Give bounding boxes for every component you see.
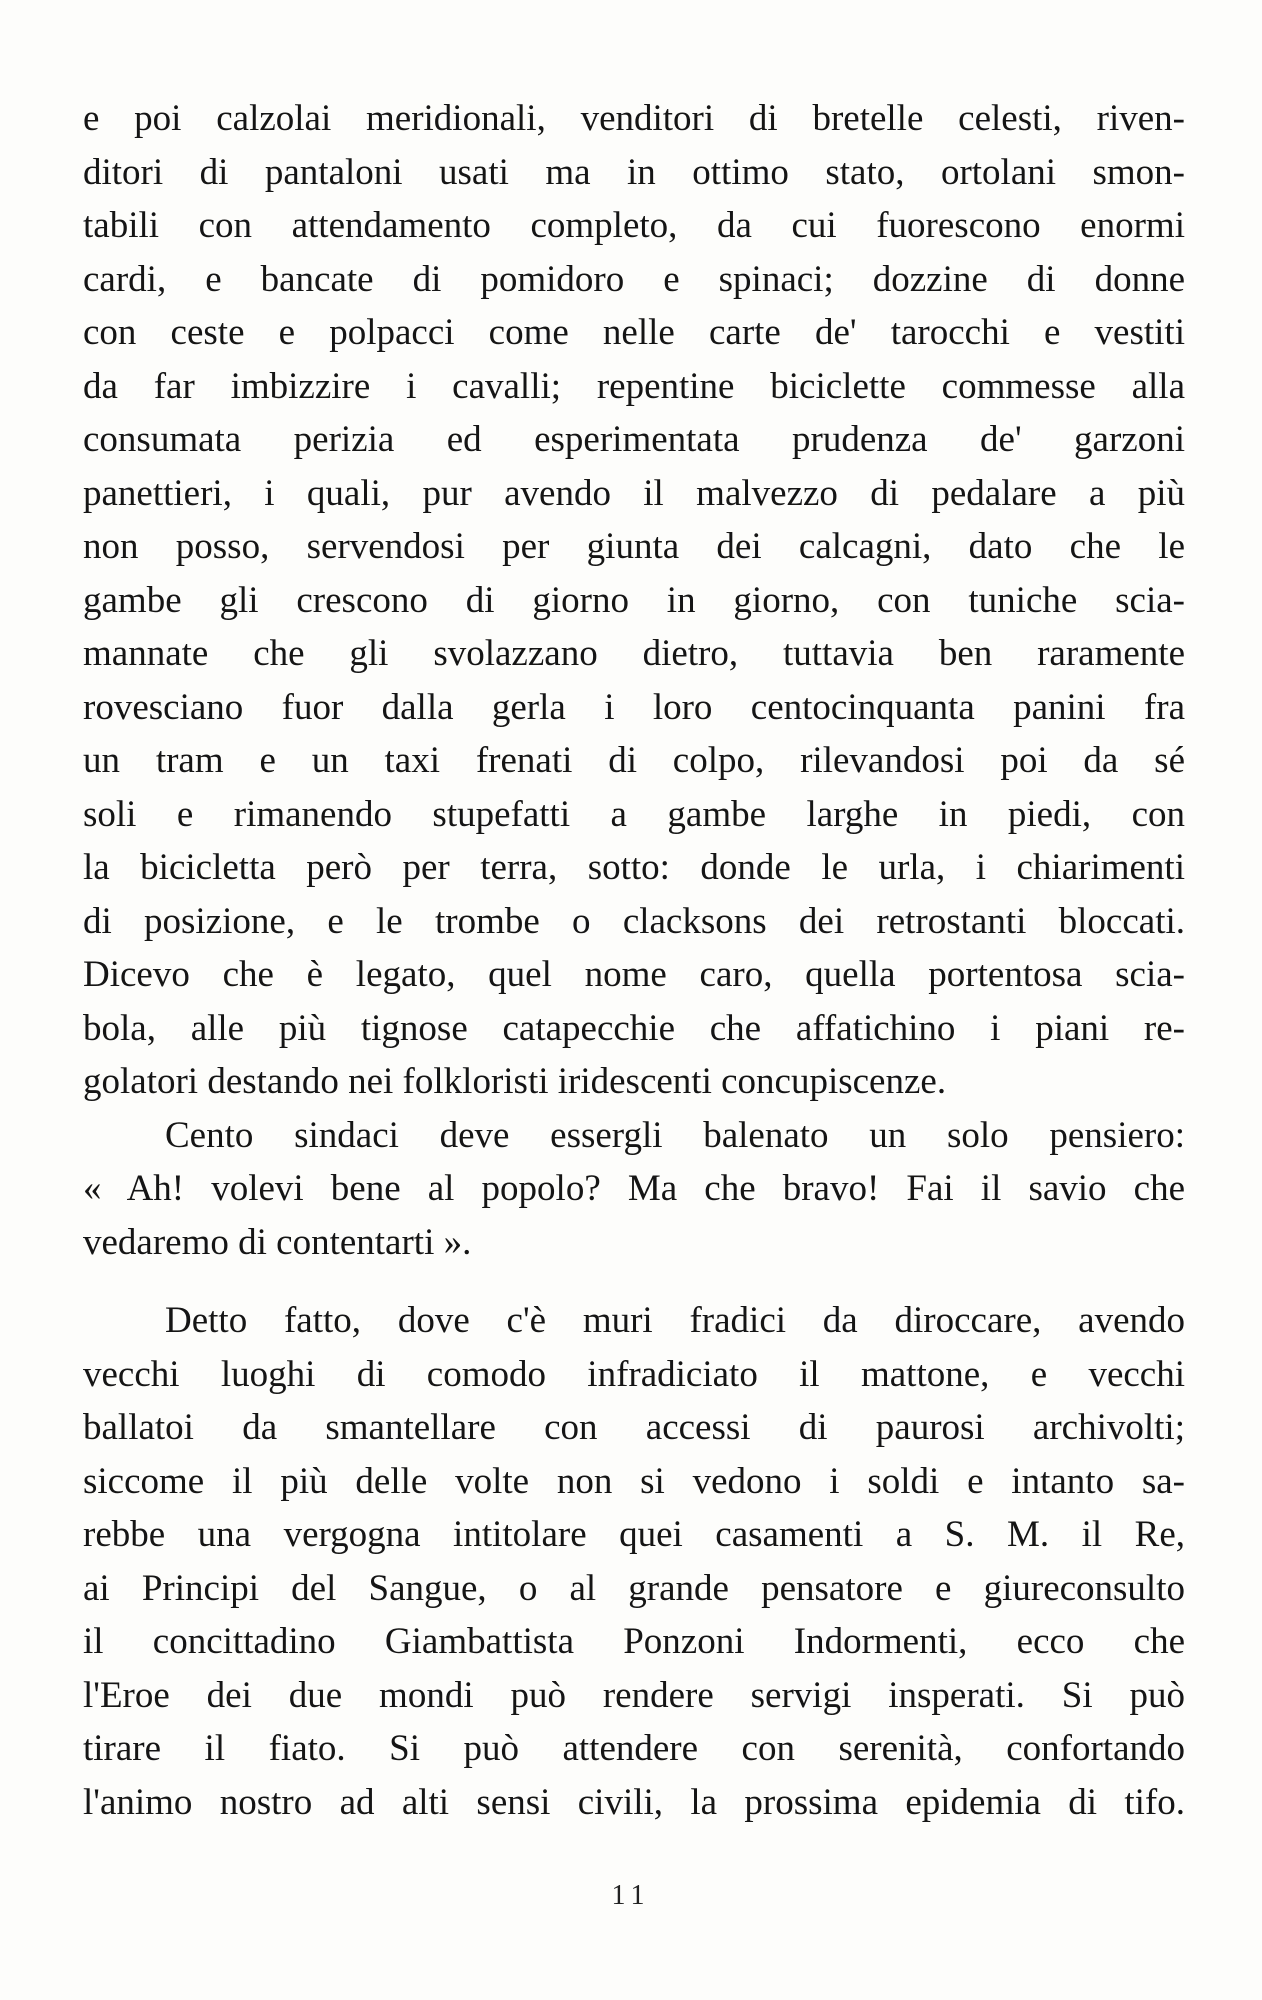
text-line: ditori di pantaloni usati ma in ottimo stato, ortolani smon- [83, 151, 1185, 193]
text-line: soli e rimanendo stupefatti a gambe larghe in piedi, con [83, 793, 1185, 835]
text-line: tirare il fiato. Si può attendere con serenità, confortando [83, 1728, 1185, 1769]
text-line: mannate che gli svolazzano dietro, tuttavia ben raramente [83, 633, 1185, 674]
text-line: Detto fatto, dove c'è muri fradici da diroccare, avendo [165, 1300, 1185, 1341]
text-line: il concittadino Giambattista Ponzoni Indormenti, ecco che [83, 1621, 1185, 1662]
paragraph-gap [83, 1269, 1185, 1294]
text-line: panettieri, i quali, pur avendo il malvezzo di pedalare a più [83, 472, 1185, 514]
text-line: golatori destando nei folkloristi iridescenti concupiscenze. [83, 1061, 947, 1102]
text-line: ai Principi del Sangue, o al grande pensatore e giureconsulto [83, 1567, 1185, 1609]
text-line: tabili con attendamento completo, da cui fuorescono enormi [83, 205, 1185, 246]
text-line: bola, alle più tignose catapecchie che affatichino i piani re- [83, 1007, 1185, 1049]
page-number: 11 [611, 1880, 651, 1911]
body-text [83, 92, 1185, 1829]
text-line: siccome il più delle volte non si vedono i soldi e intanto sa- [83, 1460, 1185, 1502]
text-line: gambe gli crescono di giorno in giorno, con tuniche scia- [83, 579, 1185, 621]
text-line: l'Eroe dei due mondi può rendere servigi insperati. Si può [83, 1674, 1185, 1716]
text-line: ballatoi da smantellare con accessi di paurosi archivolti; [83, 1407, 1185, 1448]
text-line: « Ah! volevi bene al popolo? Ma che bravo! Fai il savio che [83, 1168, 1185, 1209]
text-line: un tram e un taxi frenati di colpo, rilevandosi poi da sé [83, 740, 1185, 781]
text-line: non posso, servendosi per giunta dei calcagni, dato che le [83, 526, 1185, 567]
text-line: vecchi luoghi di comodo infradiciato il mattone, e vecchi [83, 1353, 1185, 1395]
text-line: consumata perizia ed esperimentata prudenza de' garzoni [83, 419, 1185, 460]
text-line: con ceste e polpacci come nelle carte de' tarocchi e vestiti [83, 312, 1185, 353]
text-line: Cento sindaci deve essergli balenato un solo pensiero: [165, 1114, 1185, 1156]
text-line: da far imbizzire i cavalli; repentine biciclette commesse alla [83, 365, 1185, 407]
text-line: rovesciano fuor dalla gerla i loro centocinquanta panini fra [83, 686, 1185, 728]
text-line: la bicicletta però per terra, sotto: donde le urla, i chiarimenti [83, 847, 1185, 888]
text-line: e poi calzolai meridionali, venditori di bretelle celesti, riven- [83, 98, 1185, 139]
text-line: cardi, e bancate di pomidoro e spinaci; dozzine di donne [83, 258, 1185, 300]
text-line: l'animo nostro ad alti sensi civili, la prossima epidemia di tifo. [83, 1781, 1185, 1823]
text-line: di posizione, e le trombe o clacksons dei retrostanti bloccati. [83, 900, 1185, 942]
text-line: vedaremo di contentarti ». [83, 1221, 472, 1263]
text-line: Dicevo che è legato, quel nome caro, quella portentosa scia- [83, 954, 1185, 995]
text-line: rebbe una vergogna intitolare quei casamenti a S. M. il Re, [83, 1514, 1185, 1555]
